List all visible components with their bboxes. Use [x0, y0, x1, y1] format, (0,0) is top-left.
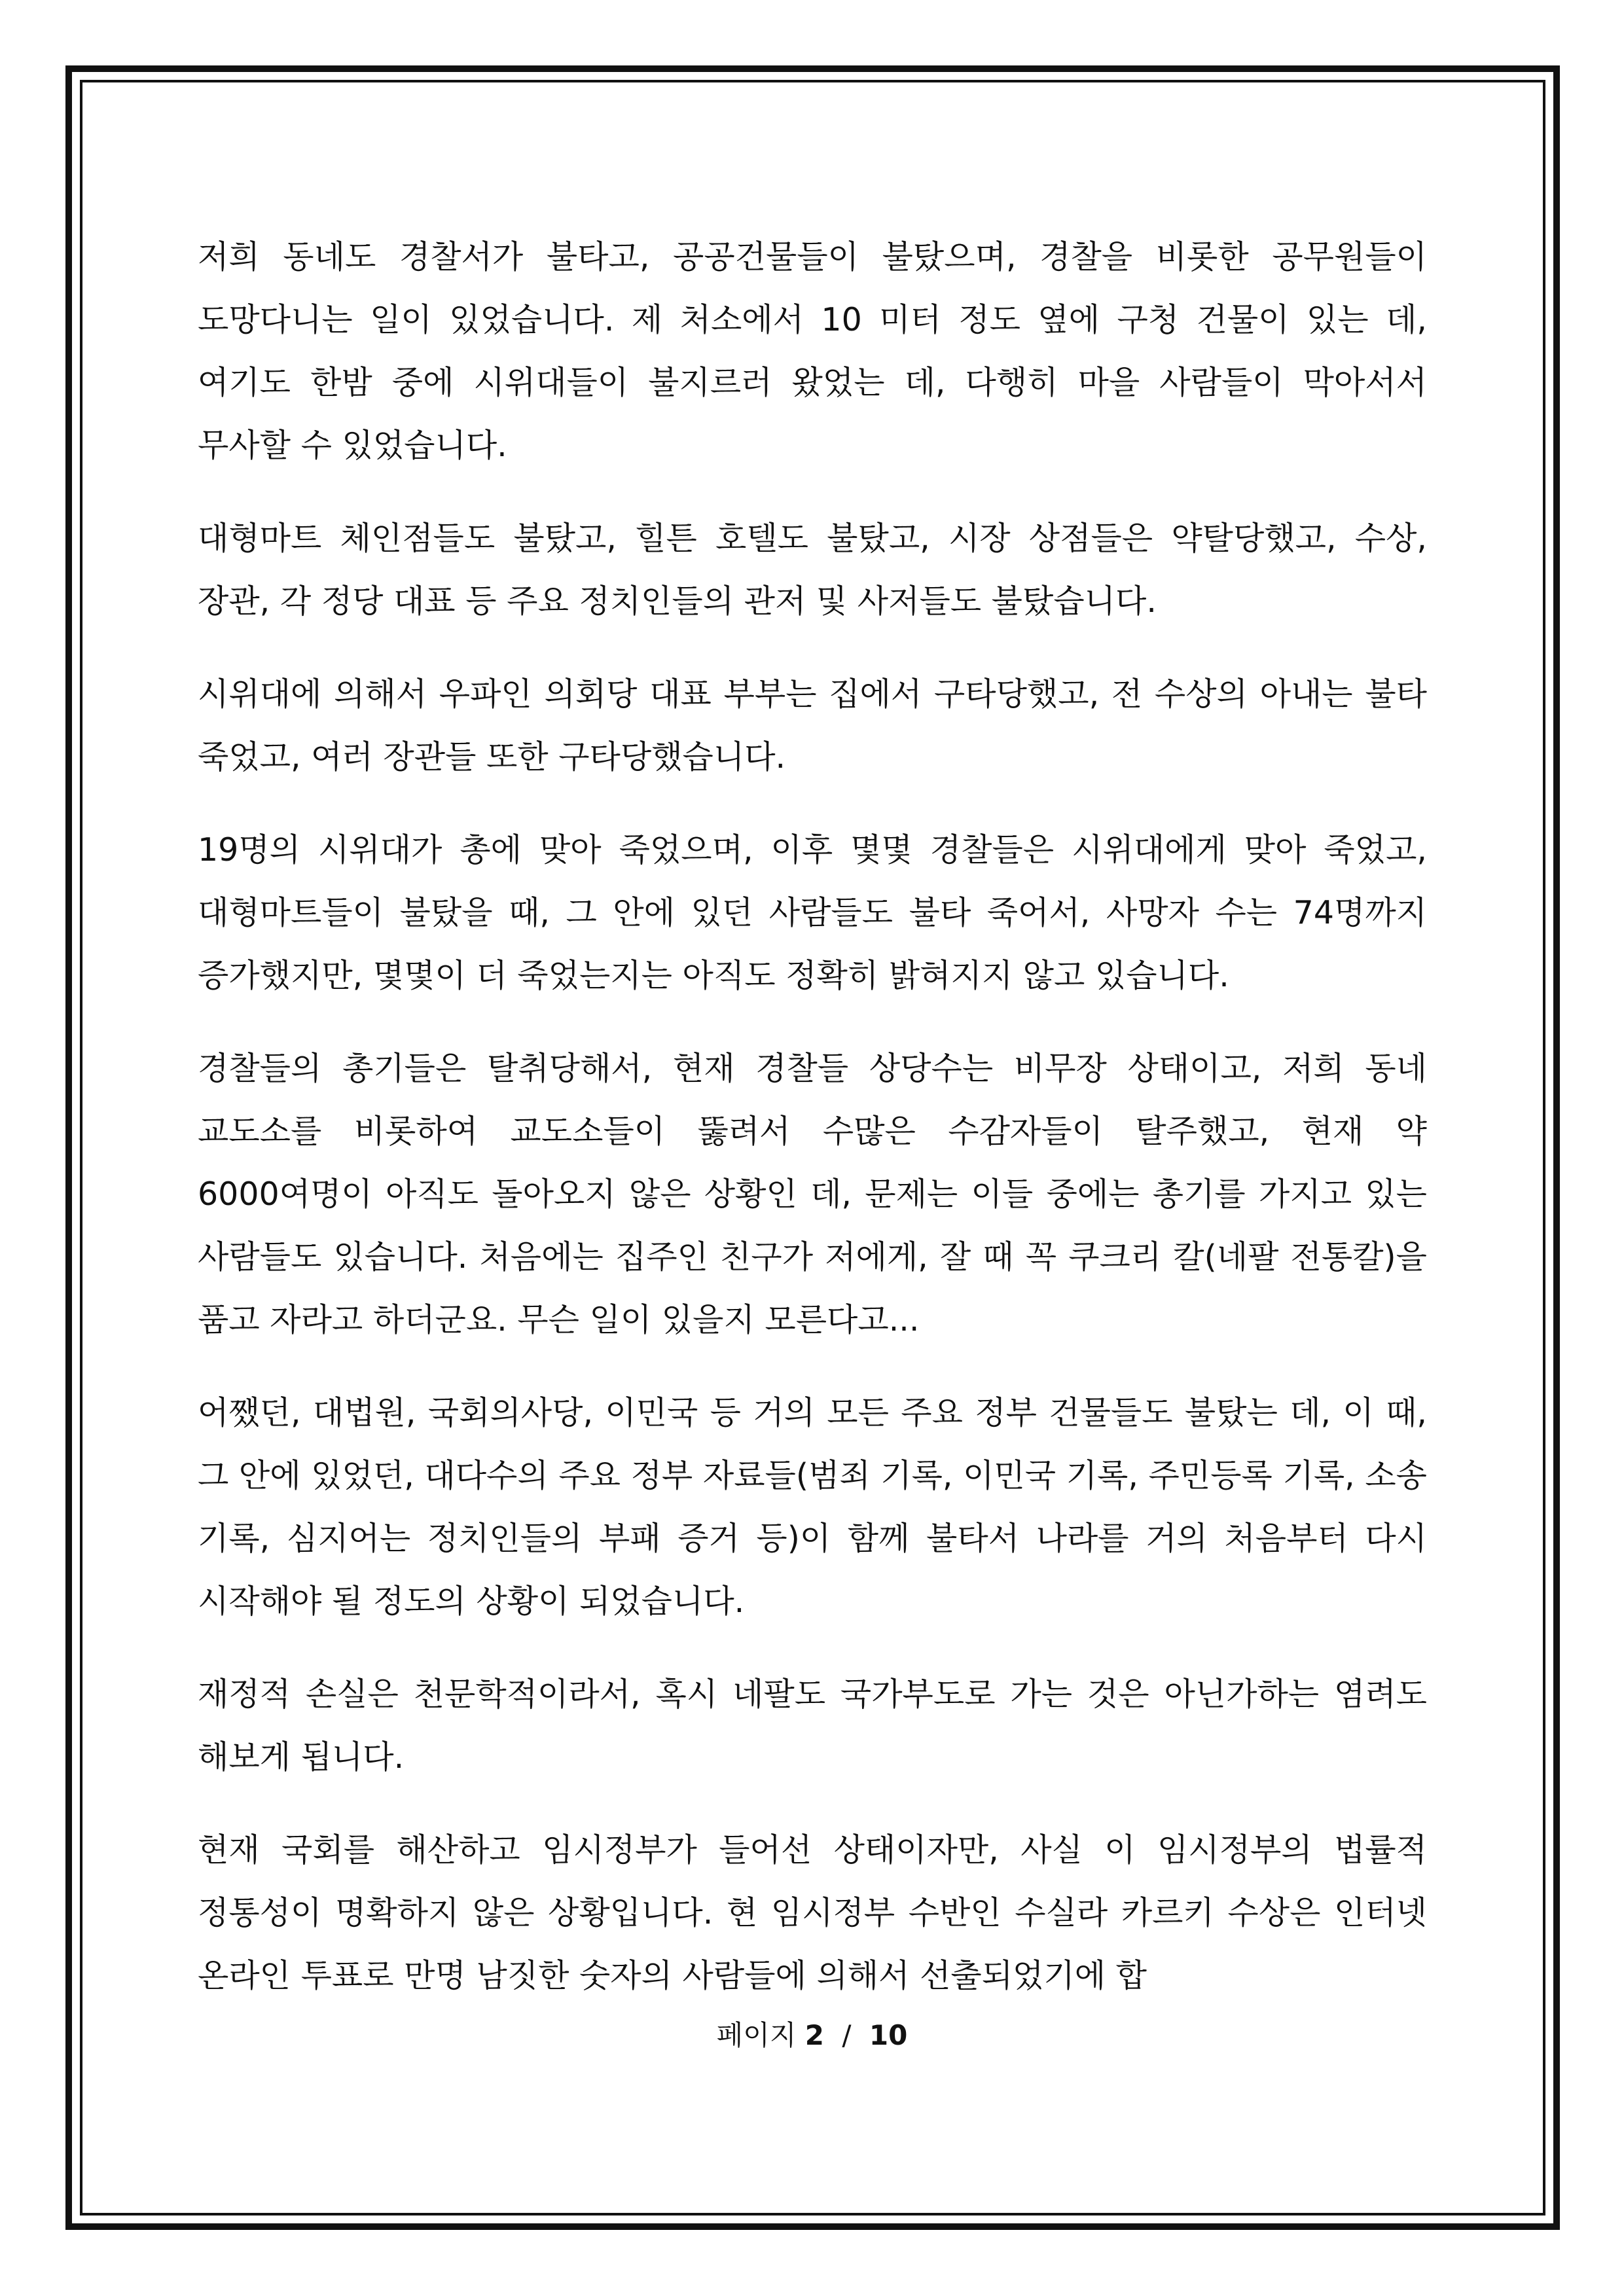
- paragraph: 저희 동네도 경찰서가 불타고, 공공건물들이 불탔으며, 경찰을 비롯한 공무원들이 도망다니는 일이 있었습니다. 제 처소에서 10 미터 정도 옆에 구청 건물이 있는 데, 여기도 한밤 중에 시위대들이 불지르러 왔었는 데, 다행히 마을 사람들이 막아서서 무사할 수 있었습니다.: [198, 238, 1427, 464]
- page-footer: [0, 2016, 1624, 2055]
- paragraph: 현재 국회를 해산하고 임시정부가 들어선 상태이자만, 사실 이 임시정부의 법률적 정통성이 명확하지 않은 상황입니다. 현 임시정부 수반인 수실라 카르키 수상은 인터넷 온라인 투표로 만명 남짓한 숫자의 사람들에 의해서 선출되었기에 합: [198, 1831, 1427, 1994]
- current-page-number: 2: [804, 2019, 824, 2051]
- paragraph: 시위대에 의해서 우파인 의회당 대표 부부는 집에서 구타당했고, 전 수상의 아내는 불타 죽었고, 여러 장관들 또한 구타당했습니다.: [198, 675, 1427, 776]
- document-body: [198, 226, 1427, 2037]
- paragraph: 어쨌던, 대법원, 국회의사당, 이민국 등 거의 모든 주요 정부 건물들도 불탔는 데, 이 때, 그 안에 있었던, 대다수의 주요 정부 자료들(범죄 기록, 이민국 기록, 주민등록 기록, 소송 기록, 심지어는 정치인들의 부패 증거 등)이 함께 불타서 나라를 거의 처음부터 다시 시작해야 될 정도의 상황이 되었습니다.: [198, 1394, 1427, 1620]
- page-label: 페이지: [716, 2019, 797, 2051]
- paragraph: 19명의 시위대가 총에 맞아 죽었으며, 이후 몇몇 경찰들은 시위대에게 맞아 죽었고, 대형마트들이 불탔을 때, 그 안에 있던 사람들도 불타 죽어서, 사망자 수는 74명까지 증가했지만, 몇몇이 더 죽었는지는 아직도 정확히 밝혀지지 않고 있습니다.: [198, 831, 1427, 994]
- total-page-number: 10: [869, 2019, 908, 2051]
- paragraph: 대형마트 체인점들도 불탔고, 힐튼 호텔도 불탔고, 시장 상점들은 약탈당했고, 수상, 장관, 각 정당 대표 등 주요 정치인들의 관저 및 사저들도 불탔습니다.: [198, 520, 1427, 620]
- paragraph: 경찰들의 총기들은 탈취당해서, 현재 경찰들 상당수는 비무장 상태이고, 저희 동네 교도소를 비롯하여 교도소들이 뚫려서 수많은 수감자들이 탈주했고, 현재 약 6000여명이 아직도 돌아오지 않은 상황인 데, 문제는 이들 중에는 총기를 가지고 있는 사람들도 있습니다. 처음에는 집주인 친구가 저에게, 잘 때 꼭 쿠크리 칼(네팔 전통칼)을 품고 자라고 하더군요. 무슨 일이 있을지 모른다고...: [198, 1050, 1427, 1338]
- paragraph: 재정적 손실은 천문학적이라서, 혹시 네팔도 국가부도로 가는 것은 아닌가하는 염려도 해보게 됩니다.: [198, 1676, 1427, 1776]
- page-separator: /: [842, 2019, 852, 2051]
